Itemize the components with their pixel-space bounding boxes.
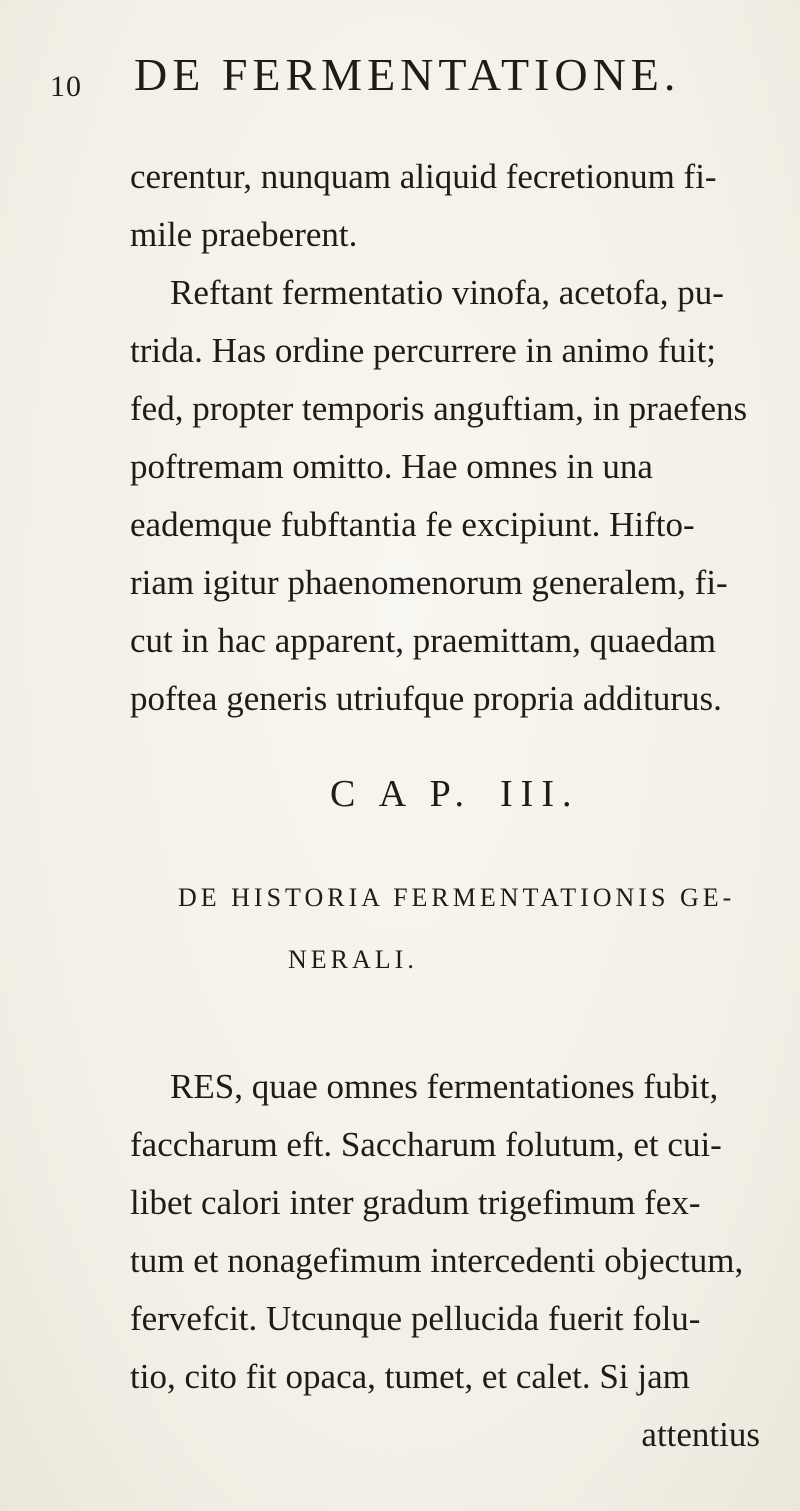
text-line: riam igitur phaenomenorum generalem, fi-: [130, 563, 728, 602]
catchword: attentius: [641, 1415, 760, 1454]
text-line: tio, cito fit opaca, tumet, et calet. Si jam: [130, 1357, 690, 1396]
text-line: faccharum eft. Saccharum folutum, et cui-: [130, 1125, 722, 1164]
chapter-heading: [330, 772, 580, 816]
text-line: mile praeberent.: [130, 215, 358, 254]
text-line: Reftant fermentatio vinofa, acetofa, pu-: [170, 273, 724, 312]
running-title: DE FERMENTATIONE.: [134, 49, 681, 100]
text-line: eademque fubftantia fe excipiunt. Hifto-: [130, 505, 695, 544]
text-line: cerentur, nunquam aliquid fecretionum fi-: [130, 157, 717, 196]
text-line: cut in hac apparent, praemittam, quaedam: [130, 621, 716, 660]
text-line: tum et nonagefimum intercedenti objectum,: [130, 1241, 744, 1280]
page-header: [50, 48, 790, 108]
text-line: RES, quae omnes fermentationes fubit,: [170, 1067, 719, 1106]
text-line: poftremam omitto. Hae omnes in una: [130, 447, 653, 486]
text-line: libet calori inter gradum trigefimum fex-: [130, 1183, 701, 1222]
paragraph-new: [130, 1058, 760, 1464]
chapter-number: III.: [500, 773, 580, 815]
text-line: poftea generis utriufque propria additurus.: [130, 679, 722, 718]
section-title-line-2: NERALI.: [288, 945, 418, 974]
section-title-line-1: DE HISTORIA FERMENTATIONIS GE-: [178, 883, 736, 912]
text-line: trida. Has ordine percurrere in animo fuit;: [130, 331, 717, 370]
section-title: [178, 883, 778, 974]
page-number: 10: [50, 70, 82, 103]
paragraph-continued: [130, 148, 760, 728]
text-line: fed, propter temporis anguftiam, in praefens: [130, 389, 748, 428]
text-line: fervefcit. Utcunque pellucida fuerit folu-: [130, 1299, 701, 1338]
chapter-label: C A P.: [330, 773, 473, 815]
